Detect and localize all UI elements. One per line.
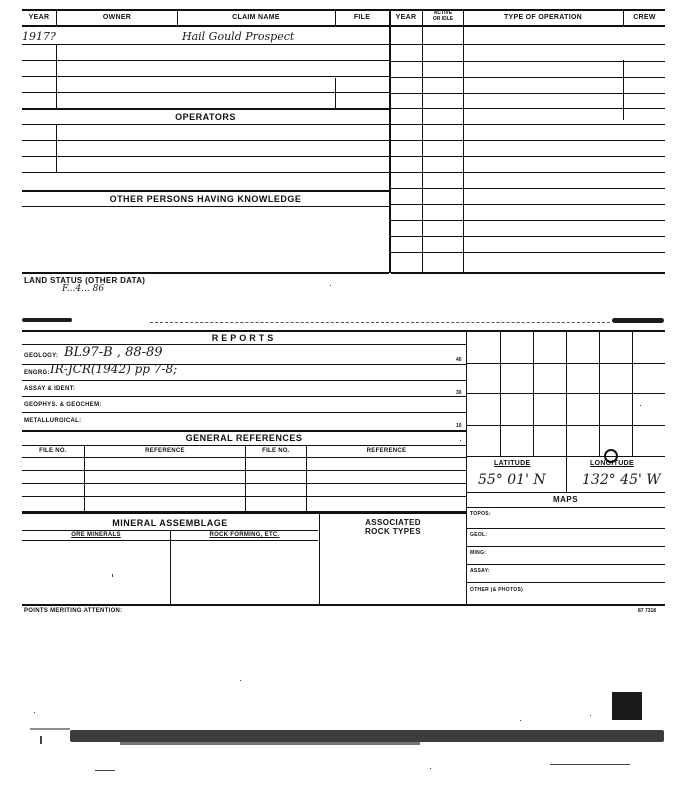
- report-number-10: 10: [456, 423, 462, 429]
- geophys-label: GEOPHYS. & GEOCHEM:: [24, 402, 102, 408]
- claim-year: 1917?: [22, 30, 56, 43]
- maps-topos: TOPOS:: [470, 511, 491, 517]
- mineral-assemblage-title: MINERAL ASSEMBLAGE: [112, 518, 228, 528]
- black-square-mark: [612, 692, 642, 720]
- header-owner: OWNER: [102, 14, 132, 21]
- header-year: YEAR: [28, 14, 50, 21]
- header-type-of-operation: TYPE OF OPERATION: [503, 14, 583, 21]
- engrg-label: ENGRG:: [24, 370, 50, 376]
- associated-label: ASSOCIATED: [365, 518, 421, 527]
- latitude-label: LATITUDE: [494, 460, 531, 467]
- ref-header-file-no-2: FILE NO.: [262, 448, 290, 454]
- ref-header-file-no-1: FILE NO.: [39, 448, 67, 454]
- reports-title: REPORTS: [211, 333, 277, 343]
- other-persons-title: OTHER PERSONS HAVING KNOWLEDGE: [109, 194, 302, 204]
- assay-label: ASSAY & IDENT:: [24, 386, 76, 392]
- maps-geol: GEOL:: [470, 532, 488, 538]
- active-label: ACTIVE: [433, 10, 453, 16]
- ref-header-reference-2: REFERENCE: [366, 448, 407, 454]
- geology-label: GEOLOGY:: [24, 353, 59, 359]
- operators-title: OPERATORS: [175, 112, 236, 122]
- geology-value: BL97-B , 88-89: [64, 345, 163, 360]
- ore-minerals-label: ORE MINERALS: [71, 532, 121, 538]
- header-active-or-idle: [423, 10, 463, 22]
- rock-forming-label: ROCK FORMING, ETC.: [209, 532, 280, 538]
- associated-rock-types: [320, 518, 466, 536]
- engrg-value: IR-JCR(1942) pp 7-8;: [50, 362, 178, 376]
- claim-name: Hail Gould Prospect: [182, 30, 295, 43]
- land-status-handwritten: F...4... 86: [62, 284, 105, 294]
- maps-title: MAPS: [552, 495, 579, 504]
- scan-smear-bar: [70, 730, 664, 742]
- form-number: 87 7318: [638, 608, 657, 614]
- header-claim-name: CLAIM NAME: [232, 14, 280, 21]
- points-meriting-attention-label: POINTS MERITING ATTENTION:: [24, 608, 123, 614]
- longitude-value: 132° 45' W: [582, 472, 661, 488]
- latitude-value: 55° 01' N: [478, 472, 546, 488]
- maps-ming: MING:: [470, 550, 487, 556]
- land-status-label: LAND STATUS (OTHER DATA): [24, 276, 146, 285]
- header-crew: CREW: [633, 14, 656, 21]
- maps-other: OTHER (& PHOTOS): [470, 587, 524, 593]
- ref-header-reference-1: REFERENCE: [145, 448, 185, 454]
- header-op-year: YEAR: [395, 14, 417, 21]
- longitude-label: LONGITUDE: [590, 460, 634, 467]
- report-number-30: 30: [456, 390, 462, 396]
- report-number-40: 40: [456, 357, 462, 363]
- or-idle-label: OR IDLE: [432, 16, 454, 22]
- metallurgical-label: METALLURGICAL:: [24, 418, 82, 424]
- maps-assay: ASSAY:: [470, 568, 490, 574]
- longitude-circle-mark: [604, 449, 618, 463]
- general-references-title: GENERAL REFERENCES: [185, 433, 303, 443]
- header-file: FILE: [353, 14, 371, 21]
- rock-types-label: ROCK TYPES: [364, 527, 421, 536]
